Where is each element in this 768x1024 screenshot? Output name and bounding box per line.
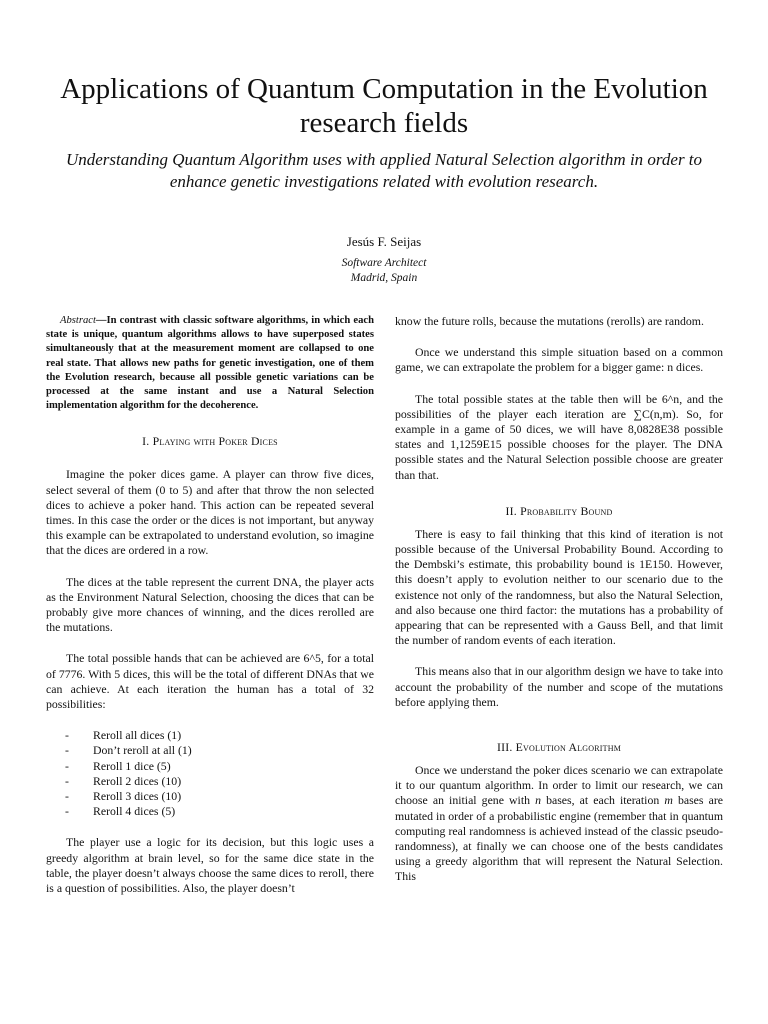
section-heading-3: III. Evolution Algorithm (496, 740, 622, 755)
left-column (46, 314, 374, 896)
section1-paragraph-1: Imagine the poker dices game. A player can throw five dices, select several of them (0 to 5) and after that throw the non selected dices to achieve a poker hand. This action can be repeated several times. In this case the order or the dices is not important, but anyway this example can be extrapolated to understand evolution, so imagine that the dices are ordered in a row. (46, 467, 374, 558)
paper-title: Applications of Quantum Computation in the Evolution research fields (60, 73, 708, 139)
list-item: - Reroll 2 dices (10) (65, 773, 182, 788)
section1-paragraph-4-continued: know the future rolls, because the mutations (rerolls) are random. (395, 314, 704, 328)
list-marker: - (65, 773, 69, 788)
section1-paragraph-3: The total possible hands that can be achieved are 6^5, for a total of 7776. With 5 dices, this will be the total of different DNAs that we can achieve. At each iteration the human has a total of 32 possibilities: (46, 651, 374, 712)
section1-paragraph-4: The player use a logic for its decision, but this logic uses a greedy algorithm at brain level, so for the same dice state in the table, the player doesn’t always choose the same dices to reroll, there is a question of possibilities. Also, the player doesn’t (46, 835, 374, 896)
list-item: - Don’t reroll at all (1) (65, 743, 192, 758)
section1-paragraph-5: Once we understand this simple situation based on a common game, we can extrapolate the problem for a bigger game: n dices. (395, 345, 723, 375)
list-marker: - (65, 758, 69, 773)
list-item: - Reroll 1 dice (5) (65, 758, 171, 773)
right-column (395, 314, 723, 885)
section3-paragraph-1: Once we understand the poker dices scenario we can extrapolate it to our quantum algorithm. In order to limit our research, we can choose an initial gene with n bases, at each iteration m bases are mutated in order of a probabilistic engine (remember that in quantum computing real randomness is achieved instead of the classic pseudo-randomness), at finally we can choose one of the bests candidates using a greedy algorithm that will represent the Natural Selection. This (395, 763, 723, 884)
section1-paragraph-6: The total possible states at the table then will be 6^n, and the possibilities of the player each iteration are ∑C(n,m). So, for example in a game of 50 dices, we will have 8,0828E38 possible states and 1,1259E15 possible chooses for the player. The DNA possible states and the Natural Selection possible choose are greater than that. (395, 391, 723, 482)
author-name: Jesús F. Seijas (346, 234, 422, 249)
abstract-text: —In contrast with classic software algorithms, in which each state is unique, quantum algorithms allows to have superposed states simultaneously that at the measurement moment are collapsed to one real state. That allows new paths for genetic investigation, one of them the Evolution research, because all possible genetic variations can be processed at the same instant and use a Natural Selection implementation algorithm for the decoherence. (46, 315, 374, 412)
list-marker: - (65, 804, 69, 819)
abstract (46, 314, 374, 413)
section-heading-2: II. Probability Bound (505, 503, 613, 518)
abstract-label: Abstract (60, 315, 96, 326)
author-location: Madrid, Spain (350, 272, 418, 284)
author-role: Software Architect (341, 257, 427, 269)
list-item: - Reroll all dices (1) (65, 728, 182, 743)
list-marker: - (65, 743, 69, 758)
section1-paragraph-2: The dices at the table represent the current DNA, the player acts as the Environment Natural Selection, choosing the dices that can be probably give more chances of winning, and the dices rerolled are the mutations. (46, 574, 374, 635)
list-marker: - (65, 789, 69, 804)
reroll-options-list (46, 728, 374, 819)
list-marker: - (65, 728, 69, 743)
paper-subtitle: Understanding Quantum Algorithm uses with applied Natural Selection algorithm in order to enhance genetic investigations related with evolution research. (65, 150, 703, 191)
list-item: - Reroll 3 dices (10) (65, 789, 182, 804)
section-heading-1: I. Playing with Poker Dices (142, 434, 278, 449)
section2-paragraph-2: This means also that in our algorithm design we have to take into account the probability of the number and scope of the mutations before applying them. (395, 664, 723, 709)
section2-paragraph-1: There is easy to fail thinking that this kind of iteration is not possible because of the Universal Probability Bound. According to the Dembski’s estimate, this probability bound is 1E150. However, this doesn’t apply to evolution neither to our scenario due to the existence not only of the randomness, but also the Natural Selection, and also because one third factor: the mutations has a probability of appearing that can be represented with a Gauss Bell, and that limit the number of random events of each iteration. (395, 526, 723, 648)
list-item: - Reroll 4 dices (5) (65, 804, 176, 819)
